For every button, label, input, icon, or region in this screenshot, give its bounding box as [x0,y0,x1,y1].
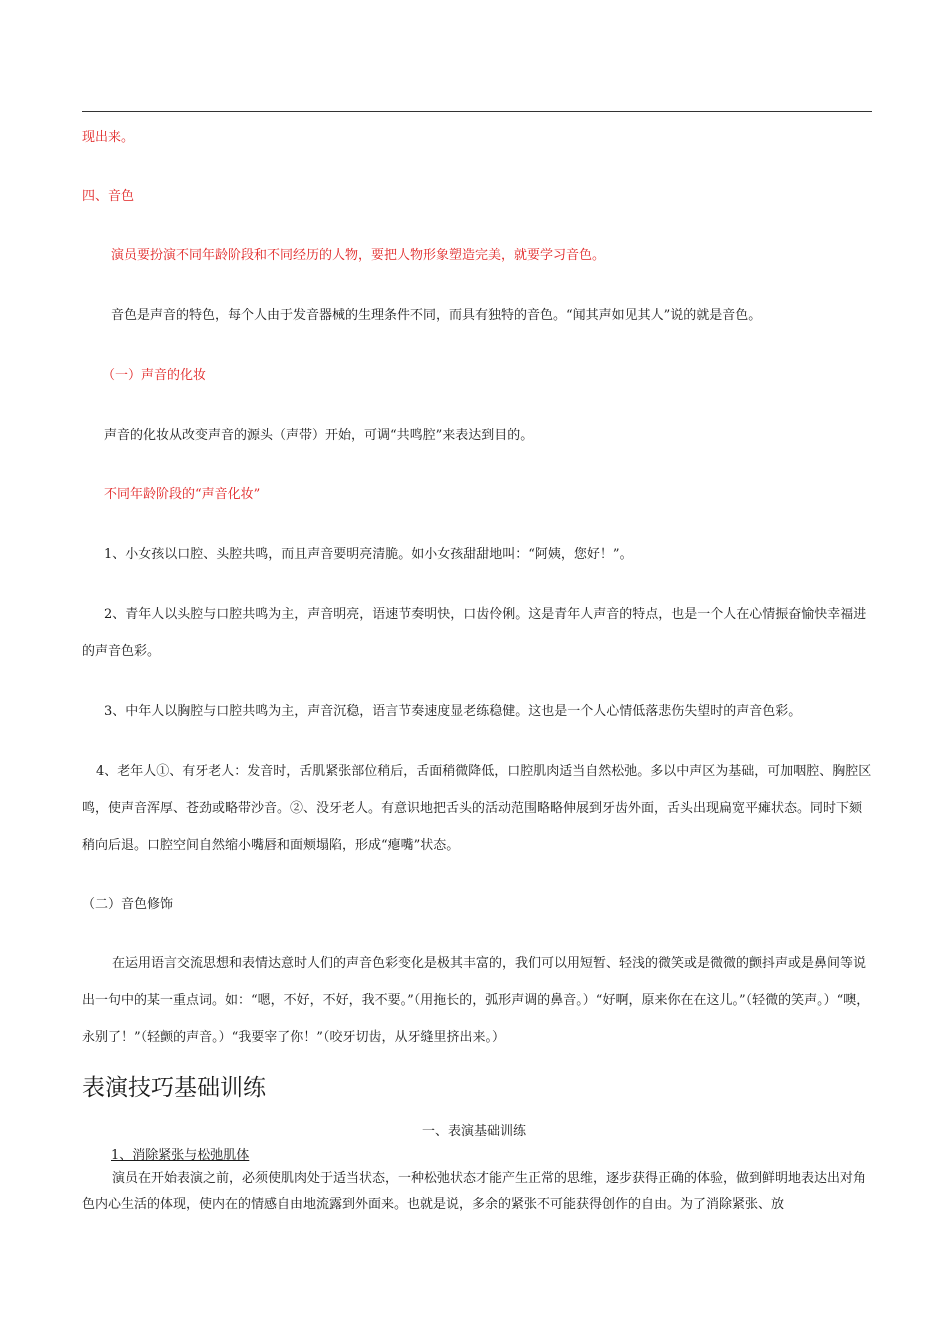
text-line: 音色是声音的特色，每个人由于发音器械的生理条件不同，而具有独特的音色。“闻其声如见其人”说的就是音色。 [111,308,762,323]
text-line: 声音的化妆从改变声音的源头（声带）开始，可调“共鸣腔”来表达到目的。 [104,428,534,443]
section-heading: 四、音色 [82,189,135,204]
list-item: 1、小女孩以口腔、头腔共鸣，而且声音要明亮清脆。如小女孩甜甜地叫：“阿姨，您好！”。 [104,547,633,562]
subsection-heading: （一）声音的化妆 [102,368,207,383]
text-line: 在运用语言交流思想和表情达意时人们的声音色彩变化是极其丰富的，我们可以用短暂、轻浅的微笑或是微微的颤抖声或是鼻间等说出一句中的某一重点词。如：“嗯，不好，不好，我不要。”（用拖长的，弧形声调的鼻音。）“好啊，原来你在在这儿。”（轻微的笑声。）“噢，永别了！”（轻颤的声音。）“我要宰了你！”（咬牙切齿，从牙缝里挤出来。） [82,956,870,1045]
text-line: 演员要扮演不同年龄阶段和不同经历的人物，要把人物形象塑造完美，就要学习音色。 [111,248,606,263]
header-rule [82,111,872,112]
subsection-heading: （二）音色修饰 [82,897,174,912]
page-title: 表演技巧基础训练 [82,1075,266,1101]
list-item: 2、青年人以头腔与口腔共鸣为主，声音明亮，语速节奏明快，口齿伶俐。这是青年人声音的特点，也是一个人在心情振奋愉快幸福进的声音色彩。 [82,607,867,659]
list-item: 3、中年人以胸腔与口腔共鸣为主，声音沉稳，语言节奏速度显老练稳健。这也是一个人心情低落悲伤失望时的声音色彩。 [104,704,802,719]
subsection-heading: 不同年龄阶段的“声音化妆” [104,487,261,502]
text-line: 现出来。 [82,130,135,145]
text-line: 演员在开始表演之前，必须使肌肉处于适当状态，一种松弛状态才能产生正常的思维，逐步获得正确的体验，做到鲜明地表达出对角色内心生活的体现，使内在的情感自由地流露到外面来。也就是说，多余的紧张不可能获得创作的自由。为了消除紧张、放 [82,1171,867,1212]
list-item: 1、消除紧张与松弛肌体 [111,1148,250,1163]
list-item: 4、老年人①、有牙老人：发音时，舌肌紧张部位稍后，舌面稍微降低，口腔肌肉适当自然松弛。多以中声区为基础，可加咽腔、胸腔区鸣，使声音浑厚、苍劲或略带沙音。②、没牙老人。有意识地把舌头的活动范围略略伸展到牙齿外面，舌头出现扁宽平瘫状态。同时下颏稍向后退。口腔空间自然缩小嘴唇和面颊塌陷，形成“瘪嘴”状态。 [82,764,872,853]
section-heading: 一、表演基础训练 [422,1124,527,1139]
